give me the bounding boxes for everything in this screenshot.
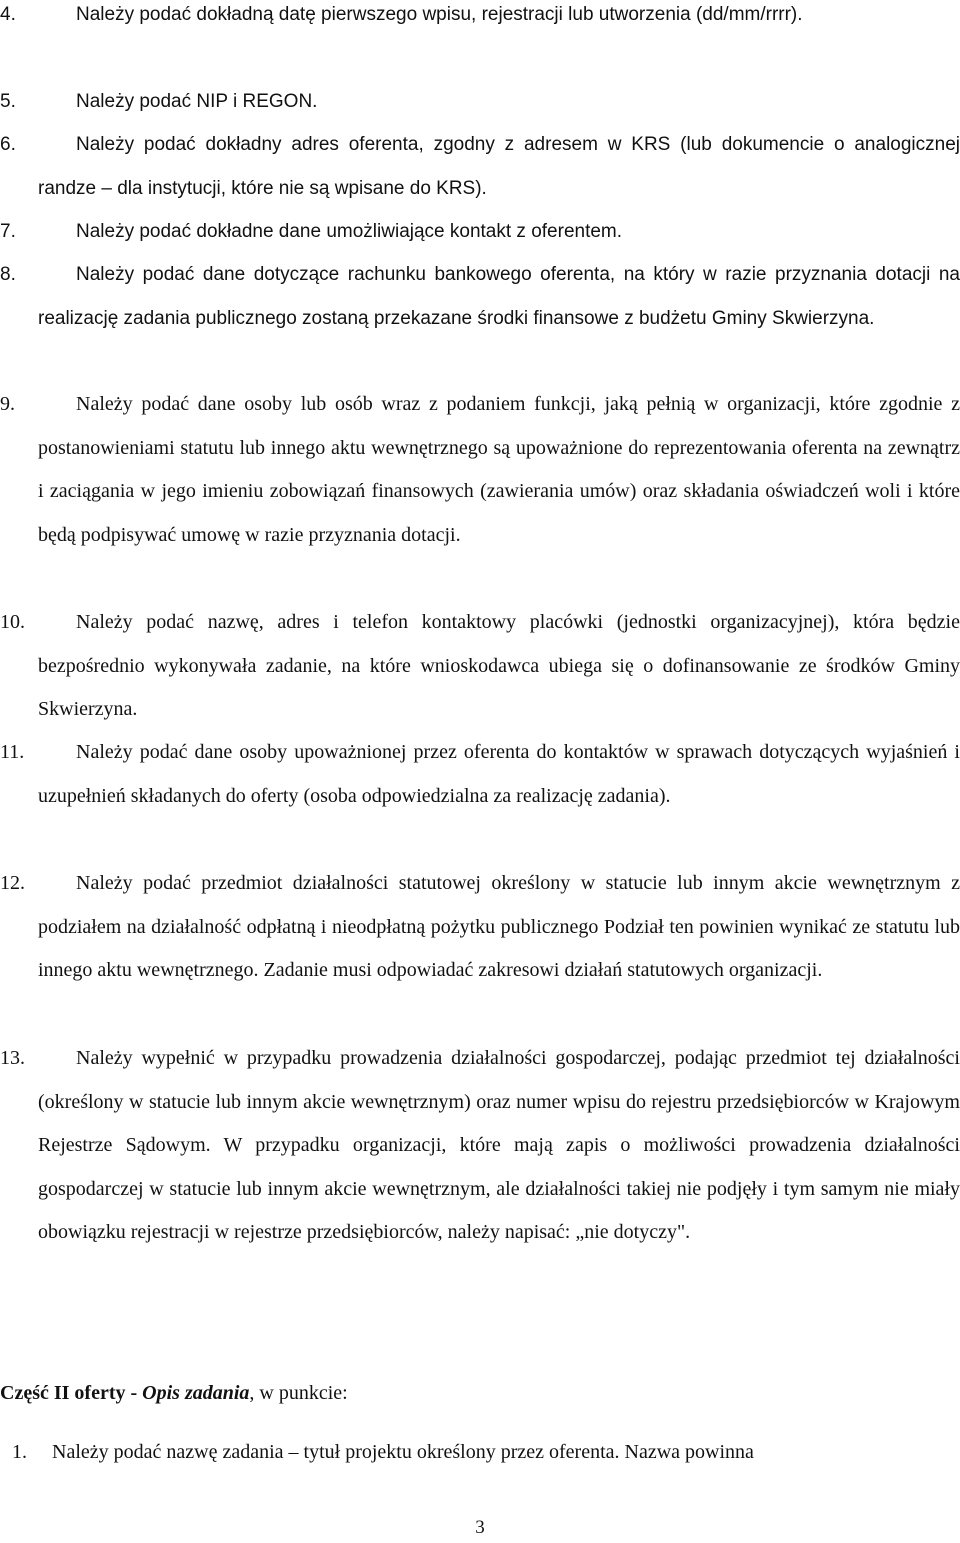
item-text: Należy podać dane osoby lub osób wraz z podaniem funkcji, jaką pełnią w organizacji, które zgodnie z postanowieniami statutu lub innego aktu wewnętrznego są upoważnione do reprezentowania oferenta na zewnątrz i zaciągania w jego imieniu zobowiązań finansowych (zawierania umów) oraz składania oświadczeń woli i które będą podpisywać umowę w razie przyznania dotacji. (38, 393, 960, 546)
item-number: 1. (12, 1441, 27, 1463)
item-number: 6. (0, 134, 16, 155)
list-item-10 (0, 601, 960, 732)
item-text: Należy podać nazwę, adres i telefon kontaktowy placówki (jednostki organizacyjnej), która będzie bezpośrednio wykonywała zadanie, na które wnioskodawca ubiega się o dofinansowanie ze środków Gminy Skwierzyna. (38, 611, 960, 721)
list-item-11 (0, 731, 960, 818)
item-number: 11. (0, 741, 25, 763)
item-number: 8. (0, 264, 16, 285)
item-text: Należy wypełnić w przypadku prowadzenia działalności gospodarczej, podając przedmiot tej działalności (określony w statucie lub innym akcie wewnętrznym) oraz numer wpisu do rejestru przedsiębiorców w Krajowym Rejestrze Sądowym. W przypadku organizacji, które mają zapis o możliwości prowadzenia działalności gospodarczej w statucie lub innym akcie wewnętrznym, ale działalności takiej nie podjęły i tym samym nie miały obowiązku rejestracji w rejestrze przedsiębiorców, należy napisać: „nie dotyczy". (38, 1047, 960, 1244)
item-number: 10. (0, 611, 25, 633)
list-item-13 (0, 1037, 960, 1255)
item-number: 13. (0, 1047, 25, 1069)
page-number: 3 (475, 1517, 485, 1538)
list-item-9 (0, 383, 960, 557)
item-text: Należy podać dokładną datę pierwszego wpisu, rejestracji lub utworzenia (dd/mm/rrrr). (76, 4, 803, 25)
part2-list-item-1 (0, 1432, 960, 1472)
item-text: Należy podać dokładny adres oferenta, zgodny z adresem w KRS (lub dokumencie o analogicznej randze – dla instytucji, które nie są wpisane do KRS). (38, 134, 960, 199)
item-number: 4. (0, 4, 16, 25)
section-heading-italic: Opis zadania (142, 1382, 250, 1404)
item-number: 7. (0, 221, 16, 242)
item-text: Należy podać dane dotyczące rachunku bankowego oferenta, na który w razie przyznania dotacji na realizację zadania publicznego zostaną przekazane środki finansowe z budżetu Gminy Skwierzyna. (38, 264, 960, 329)
section-heading-rest: , w punkcie: (249, 1382, 348, 1404)
item-text: Należy podać nazwę zadania – tytuł projektu określony przez oferenta. Nazwa powinna (52, 1441, 754, 1463)
item-text: Należy podać przedmiot działalności statutowej określony w statucie lub innym akcie wewnętrznym z podziałem na działalność odpłatną i nieodpłatną pożytku publicznego Podział ten powinien wynikać ze statutu lub innego aktu wewnętrznego. Zadanie musi odpowiadać zakresowi działań statutowych organizacji. (38, 872, 960, 982)
section-heading-bold: Część II oferty - (0, 1382, 143, 1404)
list-item-12 (0, 862, 960, 993)
list-item-5 (0, 80, 960, 124)
item-text: Należy podać dane osoby upoważnionej przez oferenta do kontaktów w sprawach dotyczących wyjaśnień i uzupełnień składanych do oferty (osoba odpowiedzialna za realizację zadania). (38, 741, 960, 807)
item-text: Należy podać dokładne dane umożliwiające kontakt z oferentem. (76, 221, 623, 242)
item-number: 12. (0, 872, 25, 894)
section-heading (0, 1375, 348, 1411)
list-item-8 (0, 253, 960, 340)
list-item-4 (0, 0, 960, 37)
item-number: 9. (0, 393, 15, 415)
list-item-7 (0, 210, 960, 254)
list-item-6 (0, 123, 960, 210)
item-text: Należy podać NIP i REGON. (76, 91, 318, 112)
item-number: 5. (0, 91, 16, 112)
